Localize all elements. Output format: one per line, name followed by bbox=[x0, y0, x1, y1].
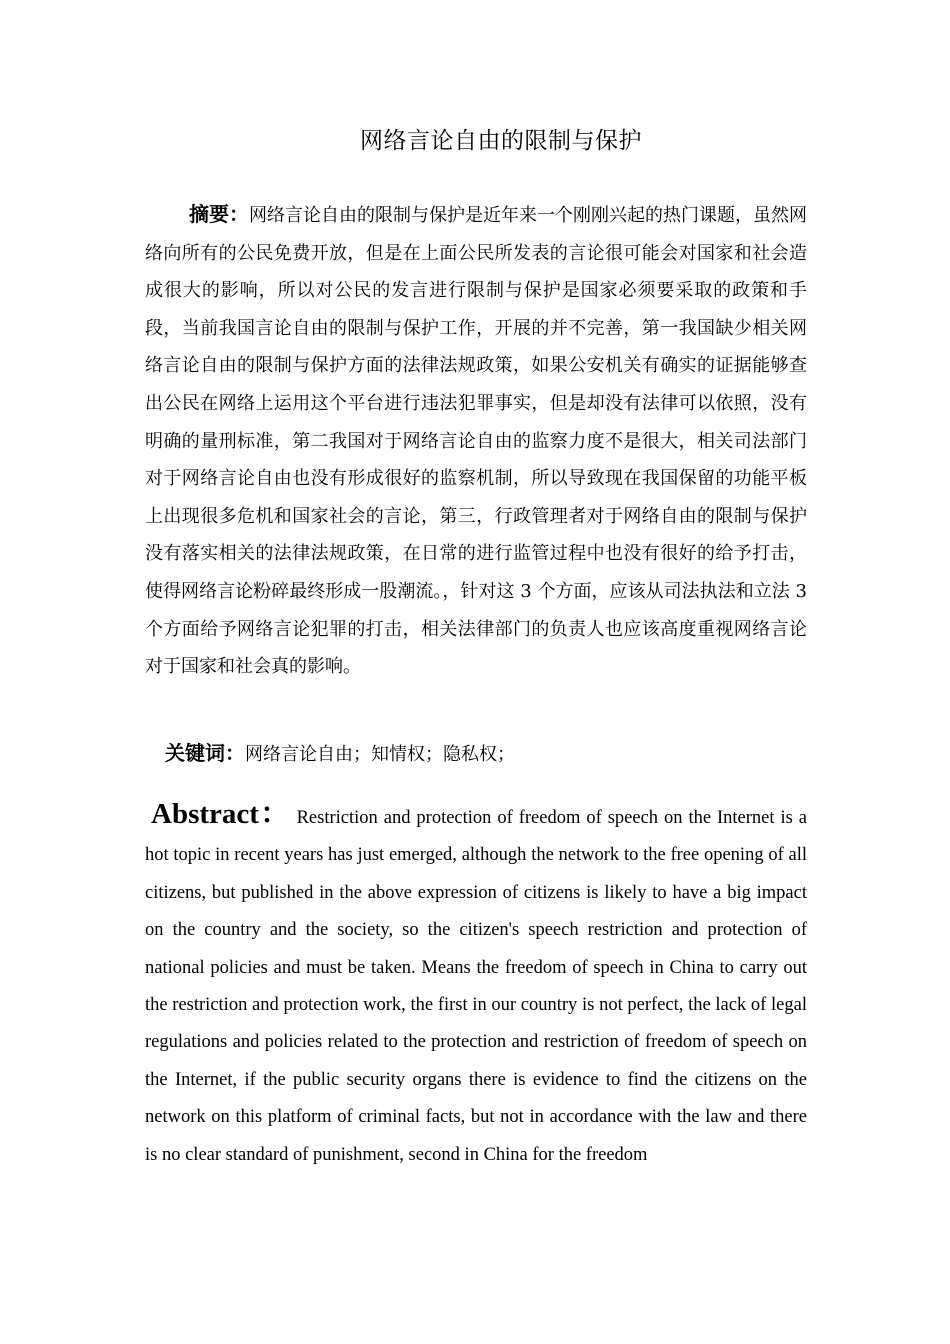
english-abstract-text: Restriction and protection of freedom of speech on the Internet is a hot topic in recent years has just emerged, although the network to the free opening of all citizens, but published in the above expression of citizens is likely to have a big impact on the country and the society, so the citizen's speech restriction and protection of national policies and must be taken. Means the freedom of speech in China to carry out the restriction and protection work, the first in our country is not perfect, the lack of legal regulations and policies related to the protection and restriction of freedom of speech on the Internet, if the public security organs there is evidence to find the citizens on the network on this platform of criminal facts, but not in accordance with the law and there is no clear standard of punishment, second in China for the freedom bbox=[145, 808, 808, 1165]
chinese-keywords-label: 关键词： bbox=[165, 741, 245, 765]
chinese-keywords bbox=[145, 738, 807, 770]
chinese-abstract bbox=[145, 196, 807, 686]
chinese-abstract-text: 网络言论自由的限制与保护是近年来一个刚刚兴起的热门课题，虽然网络向所有的公民免费开放，但是在上面公民所发表的言论很可能会对国家和社会造成很大的影响，所以对公民的发言进行限制与保护是国家必须要采取的政策和手段，当前我国言论自由的限制与保护工作，开展的并不完善，第一我国缺少相关网络言论自由的限制与保护方面的法律法规政策，如果公安机关有确实的证据能够查出公民在网络上运用这个平台进行违法犯罪事实，但是却没有法律可以依照，没有明确的量刑标准，第二我国对于网络言论自由的监察力度不是很大，相关司法部门对于网络言论自由也没有形成很好的监察机制，所以导致现在我国保留的功能平板上出现很多危机和国家社会的言论，第三，行政管理者对于网络自由的限制与保护没有落实相关的法律法规政策，在日常的进行监管过程中也没有很好的给予打击，使得网络言论粉碎最终形成一股潮流。，针对这 3 个方面，应该从司法执法和立法 3 个方面给予网络言论犯罪的打击，相关法律部门的负责人也应该高度重视网络言论对于国家和社会真的影响。 bbox=[145, 205, 807, 678]
chinese-keywords-text: 网络言论自由；知情权；隐私权； bbox=[245, 744, 515, 765]
chinese-abstract-label: 摘要： bbox=[189, 202, 249, 226]
english-abstract-label: Abstract： bbox=[151, 798, 291, 830]
english-abstract bbox=[145, 796, 807, 1174]
page-title: 网络言论自由的限制与保护 bbox=[360, 128, 642, 154]
